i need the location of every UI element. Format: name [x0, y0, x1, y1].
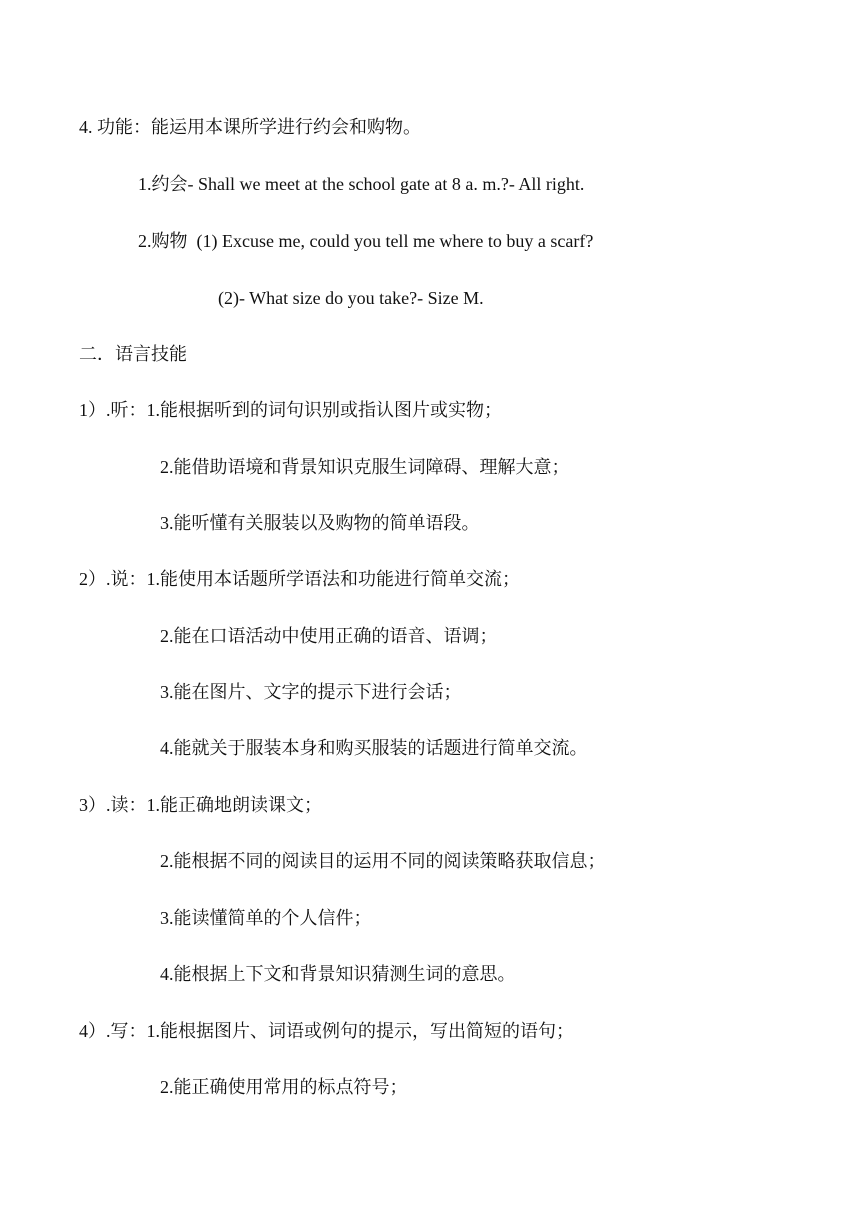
speaking-line-2: 2.能在口语活动中使用正确的语音、语调； [160, 626, 498, 646]
speaking-line-4: 4.能就关于服装本身和购买服装的话题进行简单交流。 [160, 738, 588, 758]
functions-item-dating: 1.约会- Shall we meet at the school gate at 8 a. m.?- All right. [138, 174, 585, 194]
listening-line-3: 3.能听懂有关服装以及购物的简单语段。 [160, 513, 480, 533]
reading-line-3: 3.能读懂简单的个人信件； [160, 908, 372, 928]
functions-item-shopping: 2.购物 (1) Excuse me, could you tell me where to buy a scarf? [138, 231, 594, 251]
listening-line-1: 1）.听：1.能根据听到的词句识别或指认图片或实物； [79, 400, 502, 420]
speaking-line-1: 2）.说：1.能使用本话题所学语法和功能进行简单交流； [79, 569, 520, 589]
listening-line-2: 2.能借助语境和背景知识克服生词障碍、理解大意； [160, 457, 570, 477]
language-skills-heading: 二．语言技能 [79, 344, 187, 364]
speaking-line-3: 3.能在图片、文字的提示下进行会话； [160, 682, 462, 702]
reading-line-1: 3）.读：1.能正确地朗读课文； [79, 795, 322, 815]
writing-line-1: 4）.写：1.能根据图片、词语或例句的提示，写出简短的语句； [79, 1021, 574, 1041]
functions-heading: 4. 功能：能运用本课所学进行约会和购物。 [79, 117, 421, 137]
writing-line-2: 2.能正确使用常用的标点符号； [160, 1077, 408, 1097]
functions-item-shopping-sub: (2)- What size do you take?- Size M. [218, 288, 484, 308]
reading-line-4: 4.能根据上下文和背景知识猜测生词的意思。 [160, 964, 516, 984]
reading-line-2: 2.能根据不同的阅读目的运用不同的阅读策略获取信息； [160, 851, 606, 871]
